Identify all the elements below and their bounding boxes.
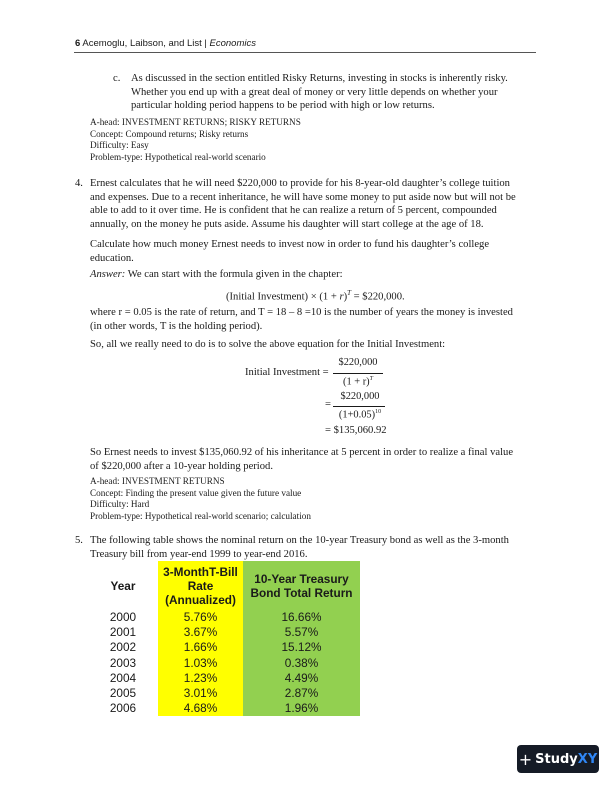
header-year: Year	[88, 561, 158, 610]
cell-bond-return: 4.49%	[243, 671, 360, 686]
cell-year: 2005	[88, 686, 158, 701]
where-line: (in other words, T is the holding period).	[90, 320, 263, 332]
cell-bond-return: 15.12%	[243, 640, 360, 655]
answer-intro	[90, 268, 343, 282]
cell-tbill-rate: 3.01%	[158, 686, 243, 701]
item-c-line: As discussed in the section entitled Risky Returns, investing in stocks is inherently risky.	[131, 73, 508, 84]
table-row	[88, 701, 360, 716]
header-bond: 10-Year Treasury Bond Total Return	[243, 561, 360, 610]
prompt-line: and expenses. Due to a recent inheritance, he will have some money to put aside now but will not be	[90, 191, 516, 203]
cell-bond-return: 5.57%	[243, 625, 360, 640]
prompt-line: able to add to it over time. He is confident that he can realize a return of 5 percent, compounded	[90, 205, 497, 216]
cell-year: 2000	[88, 610, 158, 625]
prompt-line: Treasury bill from year-end 1999 to year-end 2016.	[90, 548, 308, 560]
meta-line: Difficulty: Easy	[90, 140, 149, 150]
equation-label: Initial Investment =	[245, 367, 329, 378]
question-5-prompt	[90, 534, 555, 561]
cell-year: 2001	[88, 625, 158, 640]
meta-line: A-head: INVESTMENT RETURNS	[90, 476, 225, 486]
cell-tbill-rate: 1.66%	[158, 640, 243, 655]
conclusion-line: of $220,000 after a 10-year holding period.	[90, 460, 273, 472]
table-row	[88, 686, 360, 701]
cell-bond-return: 1.96%	[243, 701, 360, 716]
formula-close: )	[343, 291, 348, 303]
running-header	[75, 38, 256, 49]
logo-xy: XY	[577, 751, 598, 767]
prompt-line: The following table shows the nominal return on the 10-year Treasury bond as well as the 3-month	[90, 535, 509, 546]
cell-tbill-rate: 5.76%	[158, 610, 243, 625]
task-line: Calculate how much money Ernest needs to invest now in order to fund his daughter’s college	[90, 239, 490, 250]
table-row	[88, 640, 360, 655]
plus-icon: +	[518, 749, 533, 769]
prompt-line: annually, on the money he puts aside. Assume his daughter will start college at the age of 18.	[90, 218, 484, 230]
header-divider	[74, 52, 536, 53]
cell-year: 2004	[88, 671, 158, 686]
meta-line: Difficulty: Hard	[90, 499, 150, 509]
item-c-line: particular holding period happens to be period with high or low returns.	[131, 100, 435, 111]
formula-exponent: T	[347, 289, 352, 297]
item-c-line: Whether you end up with a great deal of money or very little depends on whether your	[131, 86, 498, 98]
page-number: 6	[75, 38, 81, 49]
fraction-2-bar	[333, 406, 385, 407]
meta-line: A-head: INVESTMENT RETURNS; RISKY RETURNS	[90, 117, 301, 127]
cell-year: 2002	[88, 640, 158, 655]
meta-line: Concept: Finding the present value given the future value	[90, 487, 302, 498]
cell-tbill-rate: 3.67%	[158, 625, 243, 640]
solve-instruction: So, all we really need to do is to solve the above equation for the Initial Investment:	[90, 339, 446, 350]
equals-sign: =	[325, 399, 331, 410]
question-4-number: 4.	[75, 178, 83, 189]
table-row	[88, 625, 360, 640]
header-tbill: 3-MonthT-Bill Rate (Annualized)	[158, 561, 243, 610]
fraction-1-bar	[333, 373, 383, 374]
studyxy-logo	[517, 745, 599, 773]
answer-label: Answer:	[90, 269, 126, 280]
logo-study: Study	[535, 751, 578, 767]
variable-definitions	[90, 306, 555, 333]
cell-tbill-rate: 1.23%	[158, 671, 243, 686]
cell-year: 2003	[88, 656, 158, 671]
fraction-2-denominator: $(1+0.05)^{10}$	[338, 409, 382, 421]
meta-line: Concept: Compound returns; Risky returns	[90, 128, 249, 139]
prompt-line: Ernest calculates that he will need $220,000 to provide for his 8-year-old daughter’s college tuition	[90, 178, 510, 189]
table-row	[88, 671, 360, 686]
metadata-block-2	[90, 476, 311, 522]
where-line: where r = 0.05 is the rate of return, and T = 18 – 8 =10 is the number of years the money is invested	[90, 307, 513, 318]
item-c-text	[131, 72, 551, 113]
table-header-row	[88, 561, 360, 610]
item-c-marker: c.	[113, 73, 121, 84]
treasury-returns-table	[88, 561, 360, 716]
question-4-prompt	[90, 177, 550, 231]
header-book-title: Economics	[209, 38, 256, 49]
formula-left: (Initial Investment) × (1 +	[226, 291, 340, 303]
answer-intro-text: We can start with the formula given in the chapter:	[125, 269, 343, 280]
fraction-1-numerator: $220,000	[338, 357, 378, 368]
meta-line: Problem-type: Hypothetical real-world scenario; calculation	[90, 510, 311, 521]
formula-right: = $220,000.	[351, 291, 405, 303]
cell-tbill-rate: 4.68%	[158, 701, 243, 716]
formula	[226, 287, 405, 304]
header-authors: Acemoglu, Laibson, and List |	[82, 38, 210, 49]
fraction-2-numerator: $220,000	[340, 391, 380, 402]
answer-conclusion	[90, 446, 555, 473]
equation-result: = $135,060.92	[325, 425, 387, 436]
fraction-1-denominator: $(1 + r)^T$	[343, 376, 373, 388]
cell-tbill-rate: 1.03%	[158, 656, 243, 671]
question-4-task	[90, 238, 550, 265]
cell-bond-return: 16.66%	[243, 610, 360, 625]
metadata-block-1	[90, 117, 301, 163]
formula-r: r	[339, 291, 344, 303]
table-row	[88, 656, 360, 671]
table-row	[88, 610, 360, 625]
task-line: education.	[90, 252, 134, 264]
cell-bond-return: 2.87%	[243, 686, 360, 701]
question-5-number: 5.	[75, 535, 83, 546]
meta-line: Problem-type: Hypothetical real-world scenario	[90, 151, 266, 162]
conclusion-line: So Ernest needs to invest $135,060.92 of his inheritance at 5 percent in order to realize a final value	[90, 447, 514, 458]
cell-bond-return: 0.38%	[243, 656, 360, 671]
cell-year: 2006	[88, 701, 158, 716]
